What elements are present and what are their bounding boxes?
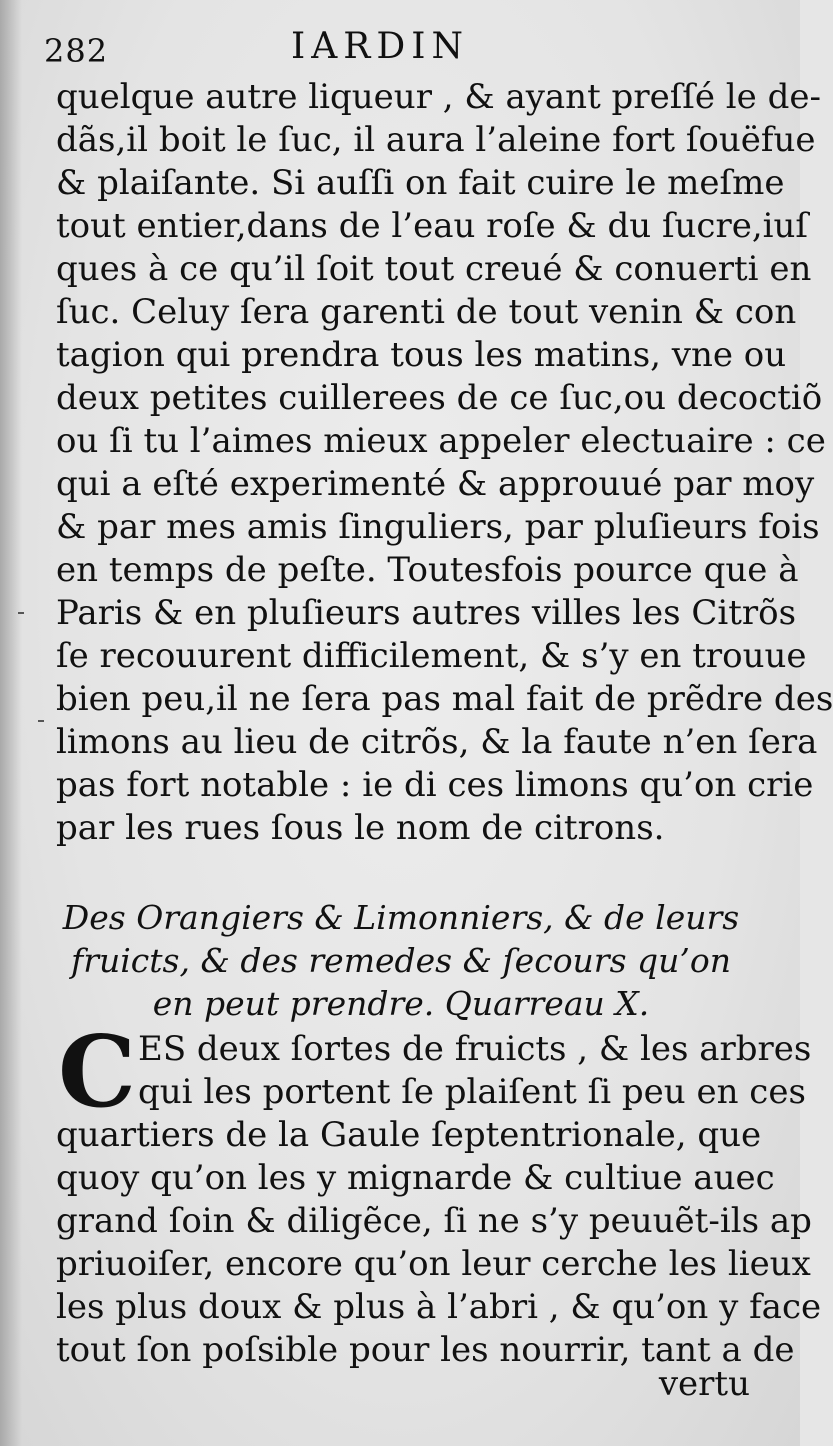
heading-line: fruicts, & des remedes & ſecours qu’on — [71, 941, 731, 980]
text-line: & par mes amis ſinguliers, par pluſieurs fois — [56, 507, 820, 547]
text-line: ou ſi tu l’aimes mieux appeler electuaire : ce — [56, 421, 826, 461]
text-line: en temps de peſte. Toutesfois pource que à — [56, 550, 799, 590]
chapter-body — [56, 1015, 822, 1372]
text-line: bien peu,il ne ſera pas mal fait de prẽdre des — [56, 679, 833, 719]
text-line: par les rues ſous le nom de citrons. — [56, 808, 665, 848]
running-title: IARDIN — [291, 26, 469, 67]
text-line: les plus doux & plus à l’abri , & qu’on y face — [56, 1287, 822, 1327]
text-line: tagion qui prendra tous les matins, vne ou — [56, 335, 787, 375]
section-heading — [56, 896, 746, 1025]
text-line: ES deux ſortes de fruicts , & les arbres — [138, 1029, 812, 1069]
text-line: & plaiſante. Si auſſi on fait cuire le meſme — [56, 163, 785, 203]
heading-line: en peut prendre. Quarreau X. — [152, 984, 650, 1023]
text-line: priuoiſer, encore qu’on leur cerche les lieux — [56, 1244, 811, 1284]
text-line: qui a eſté experimenté & approuué par moy — [56, 464, 815, 504]
text-line: dãs,il boit le ſuc, il aura l’aleine fort ſouëfue — [56, 120, 816, 160]
running-head — [0, 26, 800, 76]
text-line: quartiers de la Gaule ſeptentrionale, que — [56, 1115, 762, 1155]
heading-line: Des Orangiers & Limonniers, & de leurs — [62, 898, 740, 937]
body-text — [56, 76, 833, 850]
text-line: Paris & en pluſieurs autres villes les Citrõs — [56, 593, 797, 633]
text-line: deux petites cuillerees de ce ſuc,ou decoctiõ — [56, 378, 823, 418]
text-line: grand ſoin & diligẽce, ſi ne s’y peuuẽt-ils ap — [56, 1201, 812, 1241]
text-line: ques à ce qu’il ſoit tout creué & conuerti en — [56, 249, 812, 289]
text-line: ſuc. Celuy ſera garenti de tout venin & con — [56, 292, 797, 332]
catchword: vertu — [658, 1364, 750, 1404]
text-line: limons au lieu de citrõs, & la faute n’en ſera — [56, 722, 818, 762]
text-line: tout entier,dans de l’eau roſe & du ſucre,iuſ — [56, 206, 809, 246]
text-line: qui les portent ſe plaiſent ſi peu en ces — [138, 1072, 806, 1112]
text-line: quoy qu’on les y mignarde & cultiue auec — [56, 1158, 775, 1198]
margin-mark — [18, 612, 24, 614]
margin-mark — [38, 720, 44, 722]
gutter-shadow — [0, 0, 22, 1446]
text-line: pas fort notable : ie di ces limons qu’on crie — [56, 765, 814, 805]
page-number: 282 — [44, 32, 109, 70]
text-line: ſe recouurent difficilement, & s’y en trouue — [56, 636, 807, 676]
text-line: tout ſon poſsible pour les nourrir, tant a de — [56, 1330, 795, 1370]
text-line: quelque autre liqueur , & ayant preſſé le de- — [56, 77, 821, 117]
drop-cap: C — [58, 1015, 136, 1130]
